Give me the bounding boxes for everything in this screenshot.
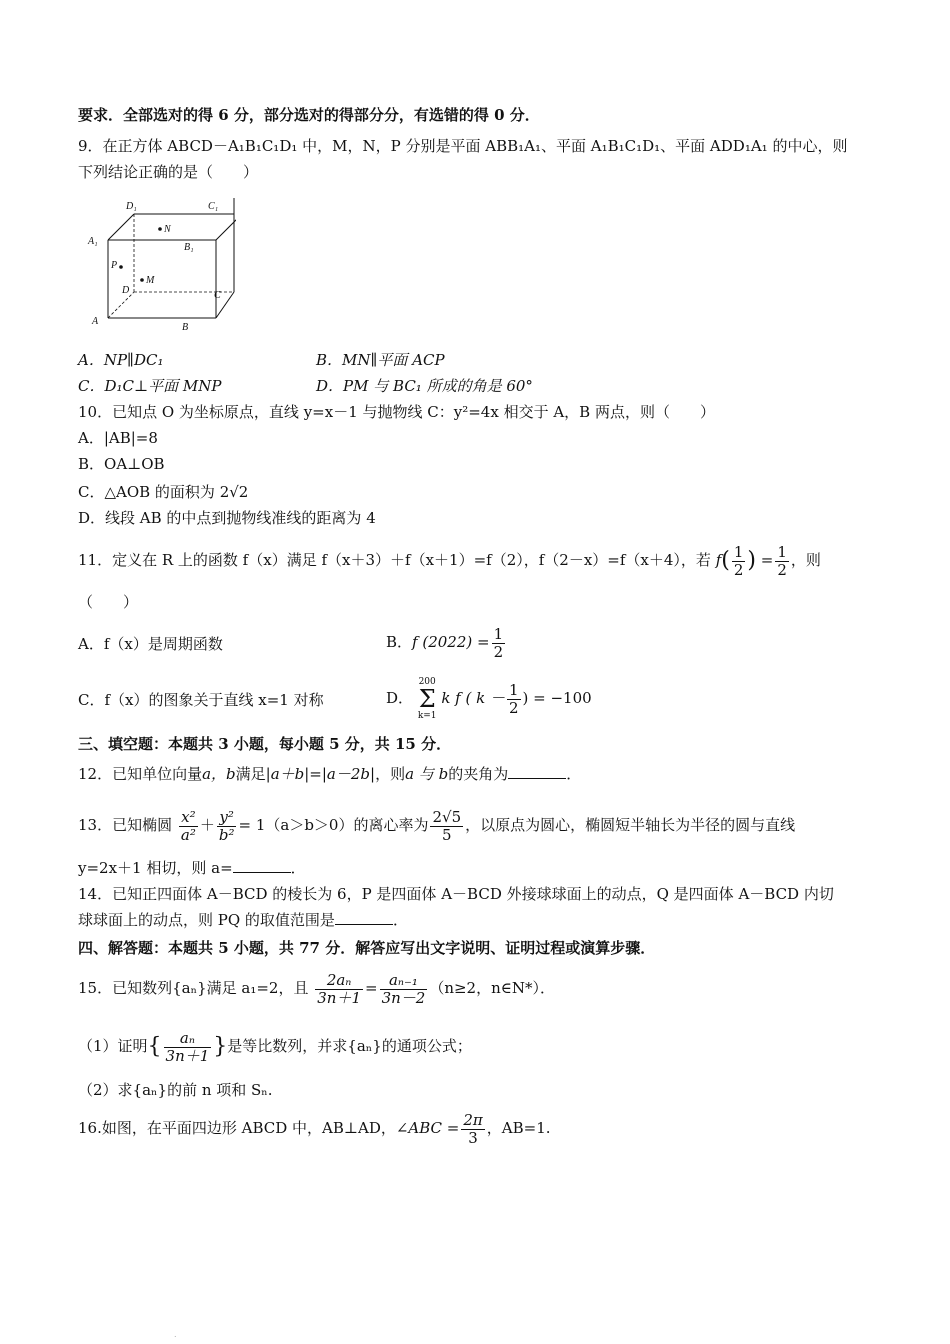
q14-answer-blank	[335, 910, 393, 925]
label-m: M	[146, 275, 155, 286]
q13-stem: 13．已知椭圆 $\frac{\text{x²}}{\text{a²}}$ ＋ $\frac{\text{y²}}{\text{b²}}$ = 1（a＞b＞0）的离心率为 $\frac{2√5}{5}$ ，以原点为圆心，椭圆短半轴长为半径的圆与直线	[78, 807, 796, 844]
q14-stem-line1: 14．已知正四面体 A－BCD 的棱长为 6，P 是四面体 A－BCD 外接球球面上的动点，Q 是四面体 A－BCD 内切	[78, 885, 834, 903]
label-c1: C₁	[208, 201, 219, 212]
q16-stem: 16.如图，在平面四边形 ABCD 中，AB⊥AD，∠ABC = $\frac{2\pi}{3}$ ，AB=1.	[78, 1110, 551, 1147]
label-a: A	[92, 316, 99, 327]
q10-option-c: C．△AOB 的面积为 2√2	[78, 483, 249, 501]
q11-option-c: C．f（x）的图象关于直线 x=1 对称	[78, 691, 324, 709]
label-b1: B₁	[184, 242, 194, 253]
q9-option-b: B．MN∥平面 ACP	[316, 351, 445, 369]
section-fill-in: 三、填空题：本题共 3 小题，每小题 5 分，共 15 分．	[78, 735, 452, 753]
label-b: B	[182, 322, 189, 333]
q15-stem: 15．已知数列{aₙ}满足 a₁=2，且 $\frac{\text{2aₙ}}{3n+1}$ = $\frac{\text{aₙ₋₁}}{3n-2}$ （n≥2，n∈N*）．	[78, 970, 555, 1007]
sum-symbol: 200 Σ k=1	[417, 677, 437, 721]
q11-option-a: A．f（x）是周期函数	[78, 635, 223, 653]
label-d1: D₁	[126, 201, 137, 212]
q12-stem: 12．已知单位向量a，b满足|a＋b|=|a－2b|，则a 与 b的夹角为 ．	[78, 765, 582, 783]
q11-stem-text: 11．定义在 R 上的函数 f（x）满足 f（x＋3）＋f（x＋1）=f（2），f（2－x）=f（x＋4），若	[78, 551, 711, 569]
section-instructions: 要求．全部选对的得 6 分，部分选对的得部分分，有选错的得 0 分．	[78, 106, 540, 124]
half-fraction-rhs: $\frac{1}{2}$	[777, 542, 787, 579]
q11-option-b: B．f (2022) = $\frac{1}{2}$	[386, 624, 504, 661]
q13-line2: y=2x＋1 相切，则 a= ．	[78, 859, 306, 877]
q15-part2: （2）求{aₙ}的前 n 项和 Sₙ.	[78, 1081, 273, 1099]
q9-option-a: A．NP∥DC₁	[78, 351, 164, 369]
q9-option-c: C．D₁C⊥平面 MNP	[78, 377, 222, 395]
q9-stem-line2: 下列结论正确的是（ ）	[78, 163, 259, 181]
label-n: N	[164, 224, 171, 235]
q10-option-b: B．OA⊥OB	[78, 455, 165, 473]
q15-part1: （1）证明{ $\frac{\text{aₙ}}{3n+1}$ }是等比数列，并求{aₙ}的通项公式；	[78, 1028, 472, 1065]
q9-stem-line1: 9．在正方体 ABCD－A₁B₁C₁D₁ 中，M，N，P 分别是平面 ABB₁A₁、平面 A₁B₁C₁D₁、平面 ADD₁A₁ 的中心，则	[78, 137, 848, 155]
q13-answer-blank	[233, 858, 291, 873]
q12-answer-blank	[508, 764, 566, 779]
label-p: P	[111, 260, 118, 271]
label-d: D	[122, 285, 130, 296]
q9-option-d: D．PM 与 BC₁ 所成的角是 60°	[316, 377, 533, 395]
q11-paren: （ ）	[78, 593, 139, 611]
section-solutions: 四、解答题：本题共 5 小题，共 77 分．解答应写出文字说明、证明过程或演算步骤．	[78, 939, 656, 957]
label-c: C	[214, 290, 221, 301]
q14-stem-line2: 球球面上的动点，则 PQ 的取值范围是 ．	[78, 911, 408, 929]
q11-option-d: D． 200 Σ k=1 k f ( k － $\frac{1}{2}$ ) = −100	[386, 677, 592, 721]
q10-stem: 10．已知点 O 为坐标原点，直线 y=x－1 与抛物线 C：y²=4x 相交于 A，B 两点，则（ ）	[78, 403, 715, 421]
q10-option-a: A．|AB|=8	[78, 429, 158, 447]
half-fraction: $\frac{1}{2}$	[733, 542, 744, 579]
q11-stem: 11．定义在 R 上的函数 f（x）满足 f（x＋3）＋f（x＋1）=f（2），f（2－x）=f（x＋4），若 f( $\frac{1}{2}$ ) = $\frac{1}{2}$ ，则	[78, 542, 821, 579]
cube-figure	[86, 198, 236, 338]
footer-mark: .	[174, 1330, 177, 1339]
label-a1: A₁	[88, 236, 98, 247]
q10-option-d: D．线段 AB 的中点到抛物线准线的距离为 4	[78, 509, 376, 527]
